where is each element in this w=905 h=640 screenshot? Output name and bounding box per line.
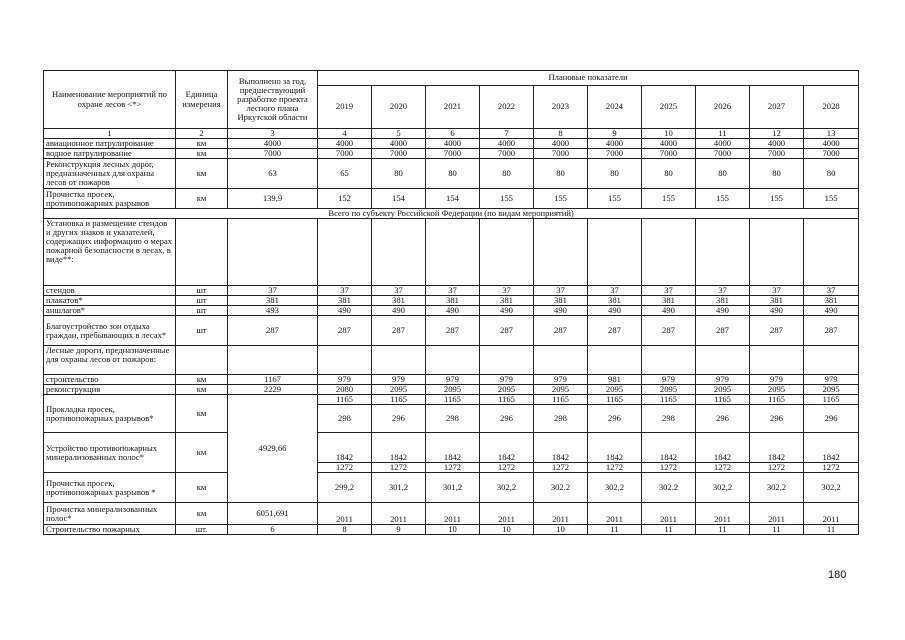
row-done-value: 7000: [228, 149, 318, 159]
header-year: 2025: [642, 86, 696, 129]
row-plan-value: 381: [642, 296, 696, 306]
row-plan-value: 301,2: [372, 473, 426, 503]
row-plan-value: 490: [804, 306, 859, 316]
row-plan-value: 37: [804, 286, 859, 296]
header-year: 2020: [372, 86, 426, 129]
row-plan-value: 296: [804, 405, 859, 433]
forest-protection-table: [43, 70, 859, 535]
row-plan-value: 979: [480, 375, 534, 385]
table-row: [44, 149, 859, 159]
row-plan-value: 9: [372, 525, 426, 535]
row-plan-value: 381: [750, 296, 804, 306]
row-plan-value: 37: [750, 286, 804, 296]
row-unit: км: [176, 375, 228, 385]
group-done-value: 6051,691: [228, 503, 318, 525]
row-plan-value: 979: [750, 375, 804, 385]
row-plan-value: 302,2: [804, 473, 859, 503]
row-plan-value: 2011: [588, 503, 642, 525]
header-numbers-row: [44, 129, 859, 139]
row-plan-value: 10: [534, 525, 588, 535]
row-plan-value: 490: [318, 306, 372, 316]
empty-cell: [642, 346, 696, 375]
table-row: [44, 525, 859, 535]
header-year: 2027: [750, 86, 804, 129]
row-plan-value: 1842: [534, 433, 588, 463]
row-done-value: 63: [228, 159, 318, 189]
row-plan-value: 7000: [750, 149, 804, 159]
row-plan-value: 11: [588, 525, 642, 535]
section-row: [44, 209, 859, 219]
row-done-value: 2229: [228, 385, 318, 395]
row-plan-value: 1165: [588, 395, 642, 405]
row-plan-value: 4000: [696, 139, 750, 149]
row-plan-value: 287: [804, 316, 859, 346]
row-plan-value: 287: [588, 316, 642, 346]
row-plan-value: 302.2: [642, 473, 696, 503]
table-row: [44, 286, 859, 296]
row-plan-value: 287: [750, 316, 804, 346]
row-plan-value: 490: [588, 306, 642, 316]
row-plan-value: 1165: [804, 395, 859, 405]
row-plan-value: 37: [480, 286, 534, 296]
row-plan-value: 37: [588, 286, 642, 296]
row-unit: км: [176, 385, 228, 395]
header-col-number: 6: [426, 129, 480, 139]
row-plan-value: 979: [372, 375, 426, 385]
row-plan-value: 2095: [426, 385, 480, 395]
row-plan-value: 155: [588, 189, 642, 209]
row-plan-value: 1842: [318, 433, 372, 463]
row-plan-value: 155: [480, 189, 534, 209]
row-plan-value: 154: [372, 189, 426, 209]
row-plan-value: 4000: [642, 139, 696, 149]
empty-cell: [318, 219, 372, 286]
table-row: [44, 473, 859, 503]
empty-cell: [372, 219, 426, 286]
row-plan-value: 4000: [426, 139, 480, 149]
row-plan-value: 1842: [588, 433, 642, 463]
row-plan-value: 1272: [534, 463, 588, 473]
row-plan-value: 287: [642, 316, 696, 346]
header-plan: Плановые показатели: [318, 71, 859, 86]
empty-cell: [534, 219, 588, 286]
empty-cell: [642, 219, 696, 286]
row-plan-value: 1165: [318, 395, 372, 405]
row-plan-value: 8: [318, 525, 372, 535]
row-plan-value: 2080: [318, 385, 372, 395]
row-plan-value: 7000: [426, 149, 480, 159]
row-plan-value: 65: [318, 159, 372, 189]
row-name: реконструкция: [44, 385, 176, 395]
empty-cell: [176, 346, 228, 375]
row-name: Прочистка просек, противопожарных разрывов: [44, 189, 176, 209]
table-row: [44, 503, 859, 525]
row-plan-value: 287: [534, 316, 588, 346]
header-name: Наименование мероприятий по охране лесов <*>: [44, 71, 176, 129]
row-plan-value: 1165: [372, 395, 426, 405]
row-plan-value: 11: [750, 525, 804, 535]
row-name: плакатов*: [44, 296, 176, 306]
row-plan-value: 302.2: [534, 473, 588, 503]
row-plan-value: 979: [804, 375, 859, 385]
row-plan-value: 2095: [750, 385, 804, 395]
header-year: 2022: [480, 86, 534, 129]
row-plan-value: 37: [372, 286, 426, 296]
header-col-number: 5: [372, 129, 426, 139]
row-plan-value: 1842: [750, 433, 804, 463]
empty-cell: [228, 219, 318, 286]
row-done-value: 139,9: [228, 189, 318, 209]
row-plan-value: 155: [642, 189, 696, 209]
row-plan-value: 4000: [588, 139, 642, 149]
row-plan-value: 287: [318, 316, 372, 346]
page-number: 180: [828, 569, 847, 581]
row-plan-value: 981: [588, 375, 642, 385]
row-name: Устройство противопожарных минерализованных полос*: [44, 433, 176, 473]
row-plan-value: 7000: [696, 149, 750, 159]
row-plan-value: 381: [318, 296, 372, 306]
row-plan-value: 296: [696, 405, 750, 433]
row-plan-value: 80: [372, 159, 426, 189]
row-done-value: 37: [228, 286, 318, 296]
row-plan-value: 296: [372, 405, 426, 433]
row-name: строительство: [44, 375, 176, 385]
row-plan-value: 4000: [534, 139, 588, 149]
row-plan-value: 155: [804, 189, 859, 209]
row-done-value: 381: [228, 296, 318, 306]
row-name: Установка и размещение стендов и других знаков и указателей, содержащих информацию о мерах пожарной безопасности в лесах, в виде**:: [44, 219, 176, 286]
row-plan-value: 381: [804, 296, 859, 306]
table-row: [44, 395, 859, 405]
empty-cell: [588, 219, 642, 286]
section-title: Всего по субъекту Российской Федерации (по видам мероприятий): [44, 209, 859, 219]
header-col-number: 13: [804, 129, 859, 139]
row-unit: км: [176, 139, 228, 149]
row-name: стендов: [44, 286, 176, 296]
row-plan-value: 155: [750, 189, 804, 209]
row-plan-value: 37: [534, 286, 588, 296]
row-plan-value: 80: [426, 159, 480, 189]
empty-cell: [480, 219, 534, 286]
row-plan-value: 1272: [588, 463, 642, 473]
table-row: [44, 189, 859, 209]
table-body: [44, 71, 859, 535]
row-plan-value: 490: [480, 306, 534, 316]
row-plan-value: 979: [534, 375, 588, 385]
row-plan-value: 7000: [318, 149, 372, 159]
header-col-number: 2: [176, 129, 228, 139]
row-plan-value: 4000: [372, 139, 426, 149]
header-col-number: 8: [534, 129, 588, 139]
table-row: [44, 346, 859, 375]
row-plan-value: 4000: [318, 139, 372, 149]
row-plan-value: 80: [804, 159, 859, 189]
row-plan-value: 1272: [642, 463, 696, 473]
row-name: Лесные дороги, предназначенные для охраны лесов от пожаров:: [44, 346, 176, 375]
row-plan-value: 37: [426, 286, 480, 296]
row-plan-value: 2011: [318, 503, 372, 525]
row-plan-value: 979: [642, 375, 696, 385]
empty-cell: [426, 219, 480, 286]
row-plan-value: 80: [588, 159, 642, 189]
row-plan-value: 37: [642, 286, 696, 296]
row-plan-value: 979: [426, 375, 480, 385]
empty-cell: [696, 346, 750, 375]
row-plan-value: 4000: [804, 139, 859, 149]
row-plan-value: 4000: [750, 139, 804, 149]
row-plan-value: 80: [696, 159, 750, 189]
row-plan-value: 302,2: [480, 473, 534, 503]
row-plan-value: 37: [318, 286, 372, 296]
row-plan-value: 11: [804, 525, 859, 535]
table-row: [44, 316, 859, 346]
row-plan-value: 381: [696, 296, 750, 306]
row-plan-value: 298: [642, 405, 696, 433]
row-plan-value: 2095: [534, 385, 588, 395]
row-done-value: 4000: [228, 139, 318, 149]
row-plan-value: 2095: [480, 385, 534, 395]
row-plan-value: 2095: [372, 385, 426, 395]
row-plan-value: 80: [534, 159, 588, 189]
row-plan-value: 2095: [588, 385, 642, 395]
header-col-number: 1: [44, 129, 176, 139]
row-plan-value: 2095: [804, 385, 859, 395]
row-unit: км: [176, 433, 228, 473]
row-unit: шт.: [176, 525, 228, 535]
row-name: аншлагов*: [44, 306, 176, 316]
header-col-number: 3: [228, 129, 318, 139]
group-done-value: 4929,66: [228, 395, 318, 503]
row-plan-value: 287: [696, 316, 750, 346]
row-plan-value: 1272: [804, 463, 859, 473]
row-plan-value: 1272: [696, 463, 750, 473]
empty-cell: [372, 346, 426, 375]
empty-cell: [228, 346, 318, 375]
row-unit: км: [176, 473, 228, 503]
row-unit: км: [176, 149, 228, 159]
row-plan-value: 2095: [642, 385, 696, 395]
header-done: Выполнено за год, предшествующий разработке проекта лесного плана Иркутской области: [228, 71, 318, 129]
row-plan-value: 1165: [642, 395, 696, 405]
table-row: [44, 433, 859, 463]
table-row: [44, 375, 859, 385]
row-plan-value: 302,2: [750, 473, 804, 503]
row-done-value: 493: [228, 306, 318, 316]
header-unit: Единица измерения: [176, 71, 228, 129]
row-name: Благоустройство зон отдыха граждан, пребывающих в лесах*: [44, 316, 176, 346]
row-name: Прокладка просек, противопожарных разрывов*: [44, 395, 176, 433]
row-plan-value: 80: [750, 159, 804, 189]
row-plan-value: 381: [426, 296, 480, 306]
row-plan-value: 2011: [534, 503, 588, 525]
row-plan-value: 7000: [804, 149, 859, 159]
row-plan-value: 287: [480, 316, 534, 346]
row-unit: шт: [176, 286, 228, 296]
empty-cell: [176, 219, 228, 286]
row-plan-value: 1165: [750, 395, 804, 405]
row-plan-value: 490: [750, 306, 804, 316]
row-plan-value: 11: [696, 525, 750, 535]
row-plan-value: 490: [696, 306, 750, 316]
row-plan-value: 1272: [318, 463, 372, 473]
row-plan-value: 2011: [696, 503, 750, 525]
row-name: Прочистка минерализованных полос*: [44, 503, 176, 525]
row-plan-value: 11: [642, 525, 696, 535]
row-plan-value: 155: [534, 189, 588, 209]
header-col-number: 11: [696, 129, 750, 139]
header-year: 2019: [318, 86, 372, 129]
row-plan-value: 1842: [696, 433, 750, 463]
row-plan-value: 1165: [696, 395, 750, 405]
row-plan-value: 381: [480, 296, 534, 306]
row-plan-value: 298: [318, 405, 372, 433]
header-year: 2021: [426, 86, 480, 129]
header-col-number: 4: [318, 129, 372, 139]
row-plan-value: 1165: [426, 395, 480, 405]
empty-cell: [318, 346, 372, 375]
row-plan-value: 2095: [696, 385, 750, 395]
row-plan-value: 1842: [372, 433, 426, 463]
row-unit: км: [176, 159, 228, 189]
row-plan-value: 287: [426, 316, 480, 346]
row-plan-value: 979: [318, 375, 372, 385]
empty-cell: [480, 346, 534, 375]
row-unit: шт: [176, 306, 228, 316]
row-plan-value: 7000: [642, 149, 696, 159]
row-plan-value: 302,2: [696, 473, 750, 503]
row-plan-value: 490: [426, 306, 480, 316]
row-plan-value: 1165: [480, 395, 534, 405]
header-year: 2028: [804, 86, 859, 129]
row-name: Прочистка просек, противопожарных разрывов *: [44, 473, 176, 503]
row-plan-value: 979: [696, 375, 750, 385]
row-plan-value: 287: [372, 316, 426, 346]
row-plan-value: 296: [750, 405, 804, 433]
row-plan-value: 7000: [588, 149, 642, 159]
empty-cell: [696, 219, 750, 286]
header-col-number: 9: [588, 129, 642, 139]
row-plan-value: 10: [426, 525, 480, 535]
row-name: авиационное патрулирование: [44, 139, 176, 149]
row-plan-value: 301,2: [426, 473, 480, 503]
row-name: водное патрулирование: [44, 149, 176, 159]
table-row: [44, 219, 859, 286]
empty-cell: [804, 346, 859, 375]
row-plan-value: 2011: [480, 503, 534, 525]
row-plan-value: 1842: [804, 433, 859, 463]
row-plan-value: 7000: [480, 149, 534, 159]
row-plan-value: 2011: [642, 503, 696, 525]
row-name: Реконструкция лесных дорог, предназначенных для охраны лесов от пожаров: [44, 159, 176, 189]
row-plan-value: 1165: [534, 395, 588, 405]
row-plan-value: 152: [318, 189, 372, 209]
row-plan-value: 381: [372, 296, 426, 306]
header-year: 2026: [696, 86, 750, 129]
header-year: 2024: [588, 86, 642, 129]
row-plan-value: 298: [534, 405, 588, 433]
row-plan-value: 1272: [426, 463, 480, 473]
table-row: [44, 159, 859, 189]
row-plan-value: 155: [696, 189, 750, 209]
header-row: [44, 71, 859, 86]
row-plan-value: 490: [642, 306, 696, 316]
row-plan-value: 80: [642, 159, 696, 189]
row-plan-value: 490: [534, 306, 588, 316]
row-plan-value: 1842: [642, 433, 696, 463]
row-plan-value: 37: [696, 286, 750, 296]
row-plan-value: 299,2: [318, 473, 372, 503]
row-done-value: 1167: [228, 375, 318, 385]
table-row: [44, 296, 859, 306]
row-plan-value: 490: [372, 306, 426, 316]
row-plan-value: 80: [480, 159, 534, 189]
table-row: [44, 385, 859, 395]
empty-cell: [426, 346, 480, 375]
header-col-number: 10: [642, 129, 696, 139]
table-row: [44, 139, 859, 149]
row-plan-value: 2011: [372, 503, 426, 525]
row-plan-value: 302,2: [588, 473, 642, 503]
table-row: [44, 306, 859, 316]
row-plan-value: 296: [588, 405, 642, 433]
row-unit: км: [176, 395, 228, 433]
row-plan-value: 154: [426, 189, 480, 209]
row-unit: км: [176, 189, 228, 209]
row-plan-value: 381: [588, 296, 642, 306]
row-plan-value: 381: [534, 296, 588, 306]
row-plan-value: 298: [426, 405, 480, 433]
row-plan-value: 296: [480, 405, 534, 433]
row-plan-value: 2011: [426, 503, 480, 525]
row-plan-value: 1272: [480, 463, 534, 473]
empty-cell: [534, 346, 588, 375]
row-plan-value: 2011: [750, 503, 804, 525]
row-plan-value: 4000: [480, 139, 534, 149]
row-plan-value: 1272: [750, 463, 804, 473]
empty-cell: [750, 346, 804, 375]
row-plan-value: 1272: [372, 463, 426, 473]
row-plan-value: 7000: [372, 149, 426, 159]
row-plan-value: 1842: [480, 433, 534, 463]
empty-cell: [588, 346, 642, 375]
header-col-number: 7: [480, 129, 534, 139]
empty-cell: [804, 219, 859, 286]
empty-cell: [750, 219, 804, 286]
row-unit: шт: [176, 316, 228, 346]
row-unit: км: [176, 503, 228, 525]
header-year: 2023: [534, 86, 588, 129]
header-col-number: 12: [750, 129, 804, 139]
row-plan-value: 1842: [426, 433, 480, 463]
row-done-value: 287: [228, 316, 318, 346]
row-unit: шт: [176, 296, 228, 306]
row-done-value: 6: [228, 525, 318, 535]
row-plan-value: 2011: [804, 503, 859, 525]
row-plan-value: 7000: [534, 149, 588, 159]
row-name: Строительство пожарных: [44, 525, 176, 535]
row-plan-value: 10: [480, 525, 534, 535]
